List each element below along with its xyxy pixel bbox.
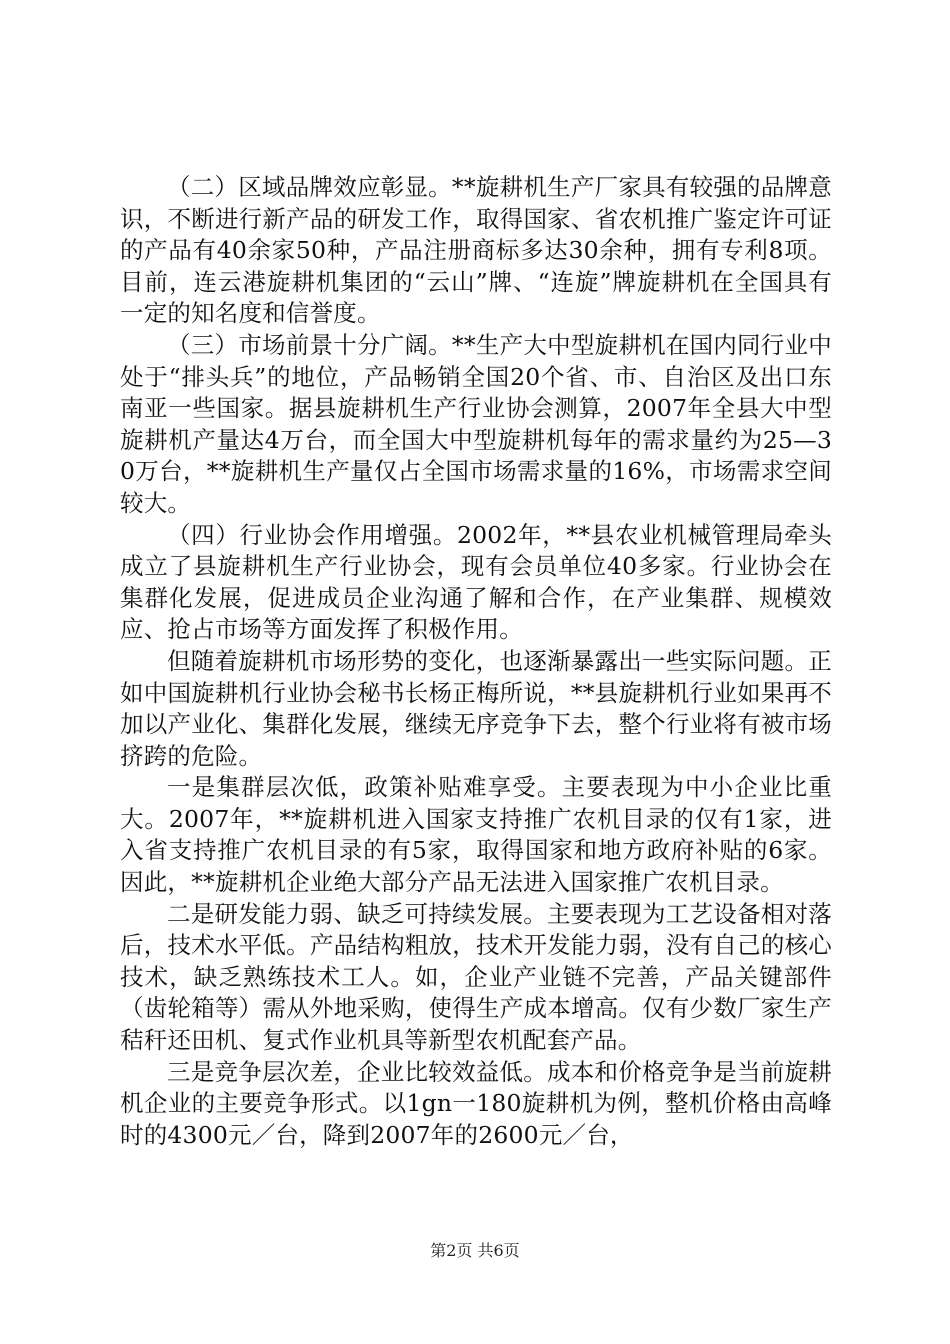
paragraph-problems-intro: 但随着旋耕机市场形势的变化，也逐渐暴露出一些实际问题。正如中国旋耕机行业协会秘书长杨正梅所说，**县旋耕机行业如果再不加以产业化、集群化发展，继续无序竞争下去，整个行业将有被市场挤跨的危险。	[120, 646, 832, 770]
paragraph-problem-two: 二是研发能力弱、缺乏可持续发展。主要表现为工艺设备相对落后，技术水平低。产品结构粗放，技术开发能力弱，没有自己的核心技术，缺乏熟练技术工人。如，企业产业链不完善，产品关键部件（齿轮箱等）需从外地采购，使得生产成本增高。仅有少数厂家生产秸秆还田机、复式作业机具等新型农机配套产品。	[120, 899, 832, 1055]
document-body	[120, 172, 832, 1151]
paragraph-regional-brand: （二）区域品牌效应彰显。**旋耕机生产厂家具有较强的品牌意识，不断进行新产品的研发工作，取得国家、省农机推广鉴定许可证的产品有40余家50种，产品注册商标多达30余种，拥有专利8项。目前，连云港旋耕机集团的“云山”牌、“连旋”牌旋耕机在全国具有一定的知名度和信誉度。	[120, 173, 832, 328]
page-number-footer: 第2页 共6页	[430, 1241, 520, 1260]
paragraph-problem-one: 一是集群层次低，政策补贴难享受。主要表现为中小企业比重大。2007年，**旋耕机进入国家支持推广农机目录的仅有1家，进入省支持推广农机目录的有5家，取得国家和地方政府补贴的6家。因此，**旋耕机企业绝大部分产品无法进入国家推广农机目录。	[120, 773, 832, 897]
paragraph-market-prospect: （三）市场前景十分广阔。**生产大中型旋耕机在国内同行业中处于“排头兵”的地位，产品畅销全国20个省、市、自治区及出口东南亚一些国家。据县旋耕机生产行业协会测算，2007年全县大中型旋耕机产量达4万台，而全国大中型旋耕机每年的需求量约为25—30万台，**旋耕机生产量仅占全国市场需求量的16%，市场需求空间较大。	[120, 330, 832, 517]
paragraph-industry-association: （四）行业协会作用增强。2002年，**县农业机械管理局牵头成立了县旋耕机生产行业协会，现有会员单位40多家。行业协会在集群化发展，促进成员企业沟通了解和合作，在产业集群、规模效应、抢占市场等方面发挥了积极作用。	[120, 520, 832, 644]
paragraph-problem-three: 三是竞争层次差，企业比较效益低。成本和价格竞争是当前旋耕机企业的主要竞争形式。以1gn一180旋耕机为例，整机价格由高峰时的4300元／台，降到2007年的2600元／台，	[120, 1057, 832, 1149]
